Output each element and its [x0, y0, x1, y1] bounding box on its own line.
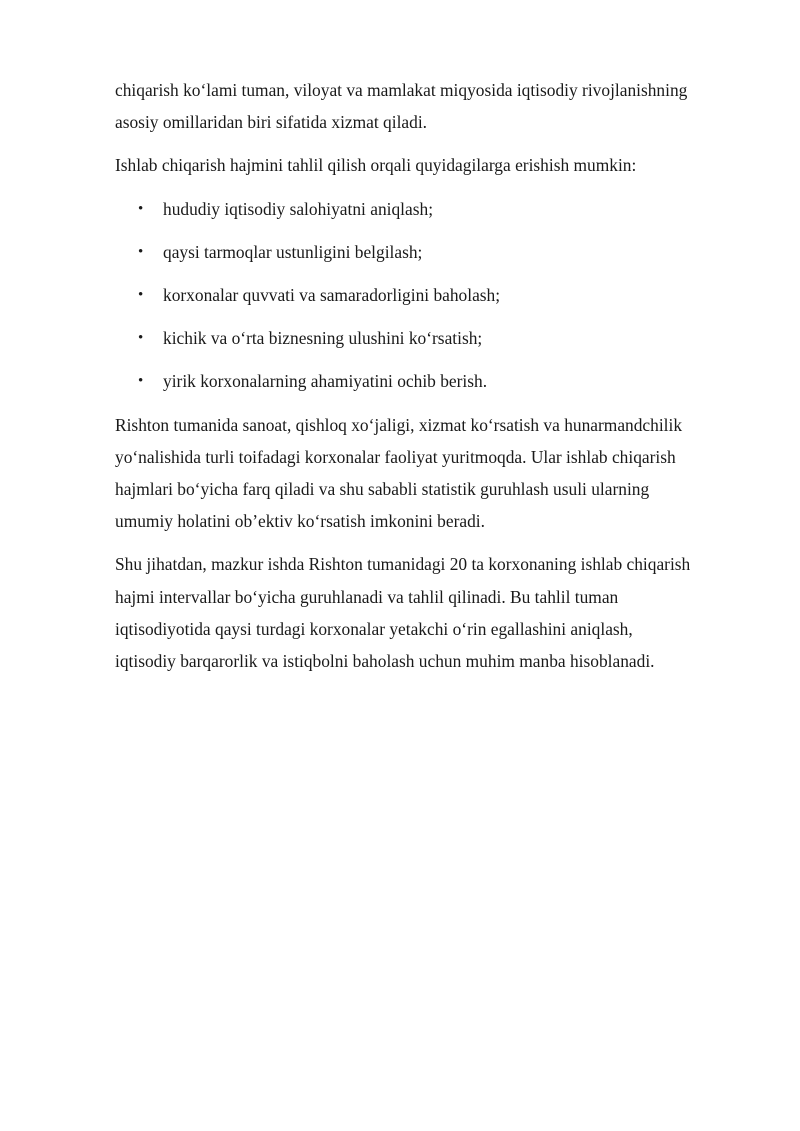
- text-line: chiqarish koʻlami tuman, viloyat va mamlakat miqyosida iqtisodiy rivojlanishning: [115, 80, 688, 100]
- list-item-text: hududiy iqtisodiy salohiyatni aniqlash;: [163, 198, 434, 219]
- text-line: umumiy holatini obʼektiv koʻrsatish imkonini beradi.: [115, 511, 485, 532]
- text-line: yoʻnalishida turli toifadagi korxonalar faoliyat yuritmoqda. Ular ishlab chiqarish: [115, 446, 676, 467]
- text-line: iqtisodiyotida qaysi turdagi korxonalar yetakchi oʻrin egallashini aniqlash,: [115, 618, 633, 639]
- list-item: [115, 279, 745, 311]
- bullet-icon: •: [138, 330, 144, 347]
- intro-paragraph: [115, 74, 745, 138]
- conclusion-paragraph: [115, 548, 745, 677]
- list-item-text: kichik va oʻrta biznesning ulushini koʻrsatish;: [163, 328, 483, 349]
- text-line: Shu jihatdan, mazkur ishda Rishton tumanidagi 20 ta korxonaning ishlab chiqarish: [115, 554, 691, 575]
- list-item: [115, 365, 745, 397]
- bullet-icon: •: [138, 243, 144, 260]
- list-item: [115, 193, 745, 225]
- text-line: Rishton tumanida sanoat, qishloq xoʻjaligi, xizmat koʻrsatish va hunarmandchilik: [115, 414, 683, 435]
- text-line: hajmlari boʻyicha farq qiladi va shu sababli statistik guruhlash usuli ularning: [115, 479, 650, 500]
- bullet-icon: •: [138, 200, 144, 217]
- text-line: asosiy omillaridan biri sifatida xizmat qiladi.: [115, 112, 427, 133]
- list-item: [115, 322, 745, 354]
- bullet-icon: •: [138, 287, 144, 304]
- rishton-paragraph: [115, 409, 745, 538]
- list-item: [115, 236, 745, 268]
- list-item-text: korxonalar quvvati va samaradorligini baholash;: [163, 285, 501, 306]
- list-item-text: yirik korxonalarning ahamiyatini ochib berish.: [163, 371, 488, 392]
- bullet-list: [115, 193, 745, 398]
- text-line: hajmi intervallar boʻyicha guruhlanadi va tahlil qilinadi. Bu tahlil tuman: [115, 586, 619, 607]
- lead-sentence: Ishlab chiqarish hajmini tahlil qilish orqali quyidagilarga erishish mumkin:: [115, 155, 637, 176]
- list-item-text: qaysi tarmoqlar ustunligini belgilash;: [163, 241, 423, 262]
- text-line: iqtisodiy barqarorlik va istiqbolni baholash uchun muhim manba hisoblanadi.: [115, 651, 655, 672]
- document-body: [115, 74, 745, 688]
- bullet-icon: •: [138, 373, 144, 390]
